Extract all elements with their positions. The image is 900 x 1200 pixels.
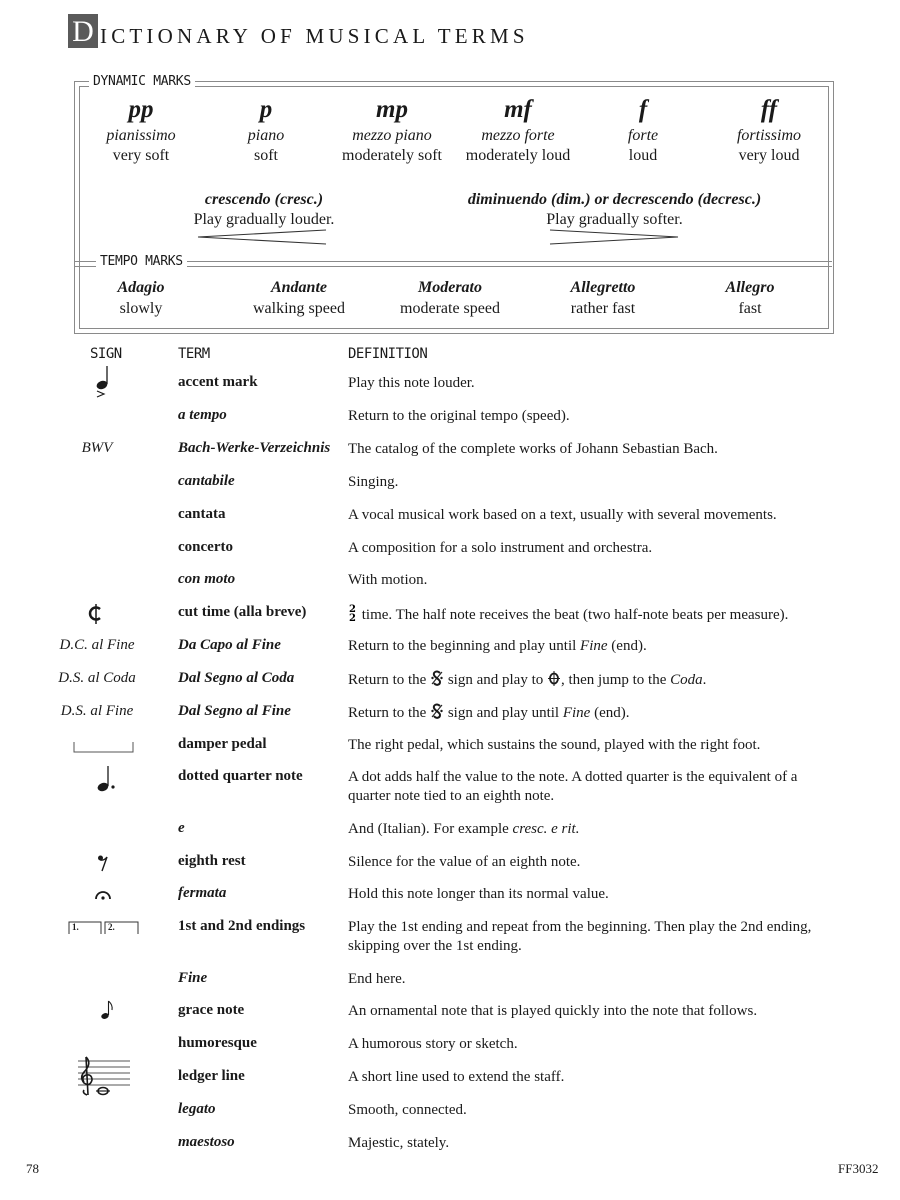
- svg-text:2: 2: [349, 613, 356, 622]
- segno-icon: [430, 670, 444, 687]
- page-number: 78: [26, 1161, 39, 1176]
- term-name: Da Capo al Fine: [178, 637, 281, 653]
- segno-icon: [430, 703, 444, 720]
- term-name: grace note: [178, 1002, 245, 1018]
- term-definition: Play the 1st ending and repeat from the beginning. Then play the 2nd ending, skipping over the 1st ending.: [348, 919, 812, 954]
- term-name: accent mark: [178, 374, 258, 390]
- column-header-term: TERM: [178, 346, 210, 362]
- term-name: ledger line: [178, 1068, 245, 1084]
- term-definition: A vocal musical work based on a text, usually with several movements.: [348, 507, 777, 523]
- ending-1-label: 1.: [72, 922, 79, 932]
- sign-text: D.S. al Coda: [58, 670, 136, 686]
- fermata-icon: [94, 887, 112, 901]
- term-definition: Return to the original tempo (speed).: [348, 408, 570, 424]
- dynamic-symbol: mp: [376, 96, 408, 123]
- term-name: Dal Segno al Fine: [178, 703, 291, 719]
- term-name: Dal Segno al Coda: [178, 670, 295, 686]
- term-definition: [348, 604, 838, 625]
- tempo-term: Allegretto: [570, 279, 636, 296]
- page-title: [68, 14, 529, 48]
- dynamic-italian: fortissimo: [736, 127, 801, 144]
- dynamic-symbol: p: [259, 96, 273, 123]
- section-divider: [74, 261, 832, 267]
- term-definition: Return to the sign and play to , then jump to the Coda.: [348, 672, 707, 688]
- tempo-mark-allegro: [670, 278, 830, 319]
- term-name: legato: [178, 1101, 216, 1117]
- term-definition: Silence for the value of an eighth note.: [348, 854, 581, 870]
- term-definition: Return to the sign and play until Fine (end).: [348, 705, 630, 721]
- tempo-term: Andante: [270, 279, 327, 296]
- dynamic-mark-pp: [76, 94, 206, 166]
- diminuendo-block: [452, 190, 777, 230]
- two-two-time-signature-icon: [348, 604, 358, 622]
- dynamic-mark-mf: [453, 94, 583, 166]
- svg-text:2: 2: [349, 604, 356, 615]
- tempo-term: Adagio: [117, 279, 165, 296]
- tempo-term: Moderato: [418, 279, 482, 296]
- tempo-mark-moderato: [370, 278, 530, 319]
- tempo-meaning: fast: [738, 300, 762, 317]
- term-name: cut time (alla breve): [178, 604, 307, 620]
- dynamic-italian: mezzo forte: [481, 127, 555, 144]
- term-definition: End here.: [348, 971, 406, 987]
- ending-brackets-icon: [68, 921, 140, 935]
- tempo-meaning: walking speed: [253, 300, 345, 317]
- term-name: concerto: [178, 539, 233, 555]
- dynamic-italian: piano: [247, 127, 285, 144]
- term-name: eighth rest: [178, 853, 246, 869]
- term-definition: The right pedal, which sustains the sound, played with the right foot.: [348, 737, 761, 753]
- sign-text: D.C. al Fine: [59, 637, 135, 653]
- dynamic-symbol: pp: [128, 96, 154, 123]
- tempo-meaning: slowly: [119, 300, 163, 317]
- diminuendo-meaning: Play gradually softer.: [546, 211, 683, 228]
- dotted-quarter-note-icon: [96, 765, 118, 795]
- title-text: ICTIONARY OF MUSICAL TERMS: [100, 24, 529, 48]
- term-name: cantata: [178, 506, 226, 522]
- tempo-meaning: rather fast: [570, 300, 636, 317]
- diminuendo-term: diminuendo (dim.) or decrescendo (decresc.): [467, 191, 762, 208]
- cut-time-icon: [88, 604, 106, 624]
- tempo-mark-andante: [219, 278, 379, 319]
- dynamic-marks-label: DYNAMIC MARKS: [89, 74, 195, 89]
- term-name: cantabile: [178, 473, 235, 489]
- dynamic-symbol: mf: [504, 96, 532, 123]
- term-definition: Return to the beginning and play until Fine (end).: [348, 638, 647, 654]
- dynamic-mark-f: [578, 94, 708, 166]
- term-definition: A short line used to extend the staff.: [348, 1069, 565, 1085]
- term-name: damper pedal: [178, 736, 267, 752]
- accented-quarter-note-icon: [94, 366, 114, 400]
- tempo-mark-allegretto: [523, 278, 683, 319]
- ending-2-label: 2.: [108, 922, 115, 932]
- dynamic-mark-p: [201, 94, 331, 166]
- term-definition: With motion.: [348, 572, 428, 588]
- dynamic-mark-ff: [704, 94, 834, 166]
- term-definition: Hold this note longer than its normal value.: [348, 886, 609, 902]
- tempo-marks-label: TEMPO MARKS: [96, 254, 187, 269]
- crescendo-meaning: Play gradually louder.: [193, 211, 335, 228]
- term-definition: The catalog of the complete works of Johann Sebastian Bach.: [348, 441, 718, 457]
- column-header-sign: SIGN: [90, 346, 122, 362]
- sign-text: D.S. al Fine: [60, 703, 134, 719]
- grace-note-icon: [100, 1000, 116, 1022]
- term-definition-text: time. The half note receives the beat (two half-note beats per measure).: [361, 607, 789, 623]
- dynamic-meaning: moderately soft: [342, 147, 442, 164]
- coda-icon: [547, 670, 561, 687]
- term-name: dotted quarter note: [178, 768, 303, 784]
- dynamic-meaning: moderately loud: [465, 147, 571, 164]
- term-definition: An ornamental note that is played quickly into the note that follows.: [348, 1003, 758, 1019]
- title-drop-cap: D: [68, 14, 98, 48]
- column-header-definition: DEFINITION: [348, 346, 428, 362]
- term-name: con moto: [178, 571, 236, 587]
- term-definition: A composition for a solo instrument and orchestra.: [348, 540, 653, 556]
- dynamic-mark-mp: [327, 94, 457, 166]
- tempo-term: Allegro: [725, 279, 775, 296]
- term-definition: And (Italian). For example cresc. e rit.: [348, 821, 580, 837]
- term-definition: A humorous story or sketch.: [348, 1036, 518, 1052]
- dynamic-italian: forte: [627, 127, 659, 144]
- sign-text: BWV: [81, 440, 113, 456]
- term-definition: Play this note louder.: [348, 375, 475, 391]
- term-definition: A dot adds half the value to the note. A dotted quarter is the equivalent of a quarter note tied to an eighth note.: [348, 769, 798, 804]
- term-name: fermata: [178, 885, 227, 901]
- dynamic-meaning: soft: [254, 147, 278, 164]
- dynamic-italian: pianissimo: [106, 127, 176, 144]
- dynamic-symbol: f: [638, 96, 648, 123]
- crescendo-term: crescendo (cresc.): [204, 191, 324, 208]
- dynamic-meaning: loud: [628, 147, 658, 164]
- diminuendo-hairpin-icon: [548, 228, 680, 246]
- ledger-line-staff-icon: [76, 1055, 132, 1099]
- dynamic-meaning: very loud: [738, 147, 800, 164]
- pedal-bracket-icon: [73, 740, 135, 754]
- crescendo-block: [164, 190, 364, 230]
- term-name: a tempo: [178, 407, 227, 423]
- term-name: e: [178, 820, 185, 836]
- term-definition: Singing.: [348, 474, 399, 490]
- dynamic-symbol: ff: [760, 96, 778, 123]
- term-name: Fine: [178, 970, 208, 986]
- dynamic-italian: mezzo piano: [352, 127, 432, 144]
- term-name: 1st and 2nd endings: [178, 918, 306, 934]
- crescendo-hairpin-icon: [196, 228, 328, 246]
- publication-code: FF3032: [838, 1161, 879, 1176]
- term-name: maestoso: [178, 1134, 235, 1150]
- dynamic-meaning: very soft: [112, 147, 170, 164]
- tempo-mark-adagio: [61, 278, 221, 319]
- tempo-meaning: moderate speed: [400, 300, 500, 317]
- term-definition: Majestic, stately.: [348, 1135, 450, 1151]
- term-definition: Smooth, connected.: [348, 1102, 467, 1118]
- eighth-rest-icon: [97, 854, 109, 872]
- term-name: humoresque: [178, 1035, 257, 1051]
- term-name: Bach-Werke-Verzeichnis: [178, 440, 331, 456]
